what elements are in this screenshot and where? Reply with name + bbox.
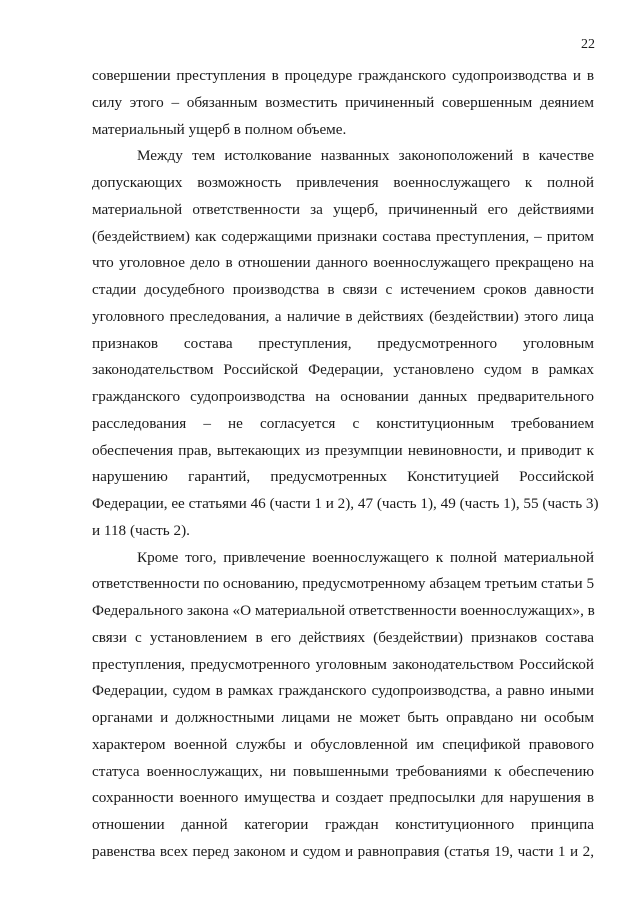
text-line: отношении данной категории граждан конституционного принципа	[92, 816, 594, 833]
text-line: законодательством Российской Федерации, установлено судом в рамках	[92, 361, 594, 379]
paragraph-1	[92, 63, 594, 143]
document-body	[92, 63, 599, 866]
text-line: расследования – не согласуется с конституционным требованием	[92, 414, 594, 432]
text-line: Федерации, судом в рамках гражданского судопроизводства, а равно иными	[92, 682, 594, 700]
text-line: Федерального закона «О материальной ответственности военнослужащих», в	[92, 602, 595, 619]
text-line: сохранности военного имущества и создает предпосылки для нарушения в	[92, 789, 594, 807]
paragraph-3	[92, 545, 594, 866]
text-line: уголовного преследования, а наличие в действиях (бездействии) этого лица	[92, 307, 594, 325]
text-line: совершении преступления в процедуре гражданского судопроизводства и в	[92, 67, 594, 84]
page-number: 22	[581, 37, 595, 52]
text-line: преступления, предусмотренного уголовным законодательством Российской	[92, 655, 594, 673]
text-line: Федерации, ее статьями 46 (части 1 и 2), 47 (часть 1), 49 (часть 1), 55 (часть 3)	[92, 495, 599, 512]
text-line: обеспечения прав, вытекающих из презумпции невиновности, и приводит к	[92, 441, 594, 459]
text-line: Кроме того, привлечение военнослужащего к полной материальной	[137, 548, 594, 566]
text-line: статуса военнослужащих, ни повышенными требованиями к обеспечению	[92, 762, 594, 780]
paragraph-2	[92, 143, 599, 544]
text-line: стадии досудебного производства в связи с истечением сроков давности	[92, 281, 594, 298]
text-line: равенства всех перед законом и судом и равноправия (статья 19, части 1 и 2,	[92, 842, 594, 860]
text-line: что уголовное дело в отношении данного военнослужащего прекращено на	[92, 254, 594, 272]
text-line: характером военной службы и обусловленной им спецификой правового	[92, 735, 594, 753]
text-line: материальной ответственности за ущерб, причиненный его действиями	[92, 200, 594, 218]
text-line: гражданского судопроизводства на основании данных предварительного	[92, 388, 594, 405]
text-line: нарушению гарантий, предусмотренных Конституцией Российской	[92, 468, 594, 486]
text-line: Между тем истолкование названных законоположений в качестве	[137, 147, 594, 165]
text-line: признаков состава преступления, предусмотренного уголовным	[92, 334, 594, 352]
text-line: органами и должностными лицами не может быть оправдано ни особым	[92, 709, 594, 726]
text-line: и 118 (часть 2).	[92, 521, 190, 539]
text-line: допускающих возможность привлечения военнослужащего к полной	[92, 174, 594, 191]
text-line: материальный ущерб в полном объеме.	[92, 120, 347, 138]
text-line: (бездействием) как содержащими признаки состава преступления, – притом	[92, 227, 594, 245]
text-line: силу этого – обязанным возместить причиненный совершенным деянием	[92, 93, 594, 111]
text-line: связи с установлением в его действиях (бездействии) признаков состава	[92, 628, 594, 646]
text-line: ответственности по основанию, предусмотренному абзацем третьим статьи 5	[92, 575, 595, 593]
